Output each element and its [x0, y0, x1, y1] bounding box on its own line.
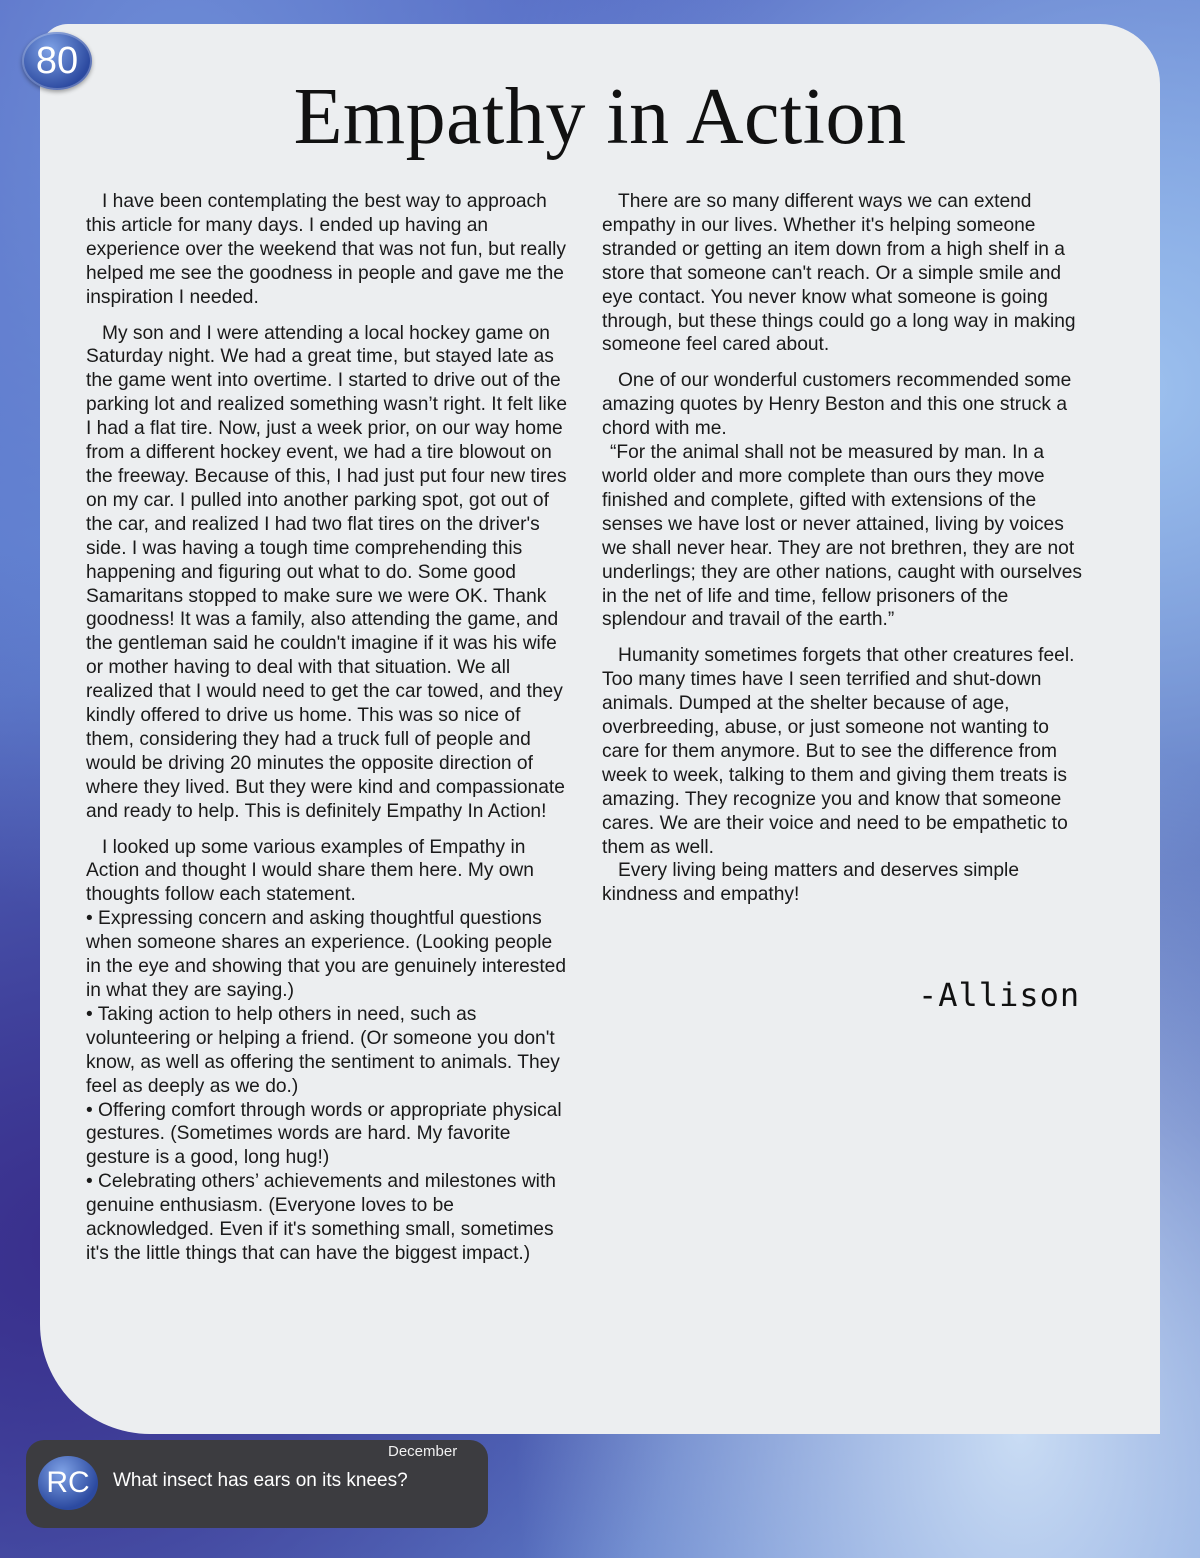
paragraph: I have been contemplating the best way to approach this article for many days. I ended up having an experience over the weekend that was not fun, but really helped me see the goodness in people and gave me the inspiration I needed. [86, 191, 566, 308]
bullet-list [86, 907, 571, 1266]
riddle-badge [38, 1456, 98, 1510]
paragraph: One of our wonderful customers recommended some amazing quotes by Henry Beston and this one struck a chord with me. [602, 370, 1072, 440]
bullet-item: • Taking action to help others in need, such as volunteering or helping a friend. (Or someone you don't know, as well as offering the sentiment to animals. They feel as deeply as we do.) [86, 1003, 560, 1097]
riddle-month: December [388, 1443, 458, 1460]
left-column [86, 190, 571, 1266]
paragraph: Every living being matters and deserves simple kindness and empathy! [602, 860, 1019, 906]
riddle-question: What insect has ears on its knees? [113, 1470, 408, 1491]
right-column [602, 190, 1087, 907]
signature: -Allison [918, 976, 1081, 1014]
page-number: 80 [35, 39, 79, 82]
page-title: Empathy in Action [293, 73, 907, 161]
bullet-item: • Expressing concern and asking thoughtful questions when someone shares an experience. (Looking people in the eye and showing that you are genuinely interested in what they are saying.) [86, 908, 567, 1001]
paragraph: My son and I were attending a local hockey game on Saturday night. We had a great time, but stayed late as the game went into overtime. I started to drive out of the parking lot and realized something wasn’t right. It felt like I had a flat tire. Now, just a week prior, on our way home from a different hockey event, we had a tire blowout on the freeway. Because of this, I had just put four new tires on my car. I pulled into another parking spot, got out of the car, and realized I had two flat tires on the driver's side. I was having a tough time comprehending this happening and figuring out what to do. Some good Samaritans stopped to make sure we were OK. Thank goodness! It was a family, also attending the game, and the gentleman said he couldn't imagine if it was his wife or mother having to deal with that situation. We all realized that I would need to get the car towed, and they kindly offered to drive us home. This was so nice of them, considering they had a truck full of people and would be driving 20 minutes the opposite direction of where they lived. But they were kind and compassionate and ready to help. This is definitely Empathy In Action! [86, 322, 567, 822]
riddle-badge-label: RC [46, 1466, 90, 1499]
paragraph: There are so many different ways we can extend empathy in our lives. Whether it's helping someone stranded or getting an item down from a high shelf in a store that someone can't reach. Or a simple smile and eye contact. You never know what someone is going through, but these things could go a long way in making someone feel cared about. [602, 191, 1076, 356]
quote: “For the animal shall not be measured by man. In a world older and more complete than ours they move finished and complete, gifted with extensions of the senses we have lost or never attained, living by voices we shall never hear. They are not brethren, they are not underlings; they are other nations, caught with ourselves in the net of life and time, fellow prisoners of the splendour and travail of the earth.” [602, 442, 1082, 631]
paragraph: Humanity sometimes forgets that other creatures feel. Too many times have I seen terrified and shut-down animals. Dumped at the shelter because of age, overbreeding, abuse, or just someone not wanting to care for them anymore. But to see the difference from week to week, talking to them and giving them treats is amazing. They recognize you and know that someone cares. We are their voice and need to be empathetic to them as well. [602, 645, 1075, 858]
bullet-item: • Offering comfort through words or appropriate physical gestures. (Sometimes words are hard. My favorite gesture is a good, long hug!) [86, 1099, 562, 1169]
bullet-item: • Celebrating others’ achievements and milestones with genuine enthusiasm. (Everyone loves to be acknowledged. Even if it's something small, sometimes it's the little things that can have the biggest impact.) [86, 1171, 556, 1264]
paragraph: I looked up some various examples of Empathy in Action and thought I would share them here. My own thoughts follow each statement. [86, 836, 534, 906]
